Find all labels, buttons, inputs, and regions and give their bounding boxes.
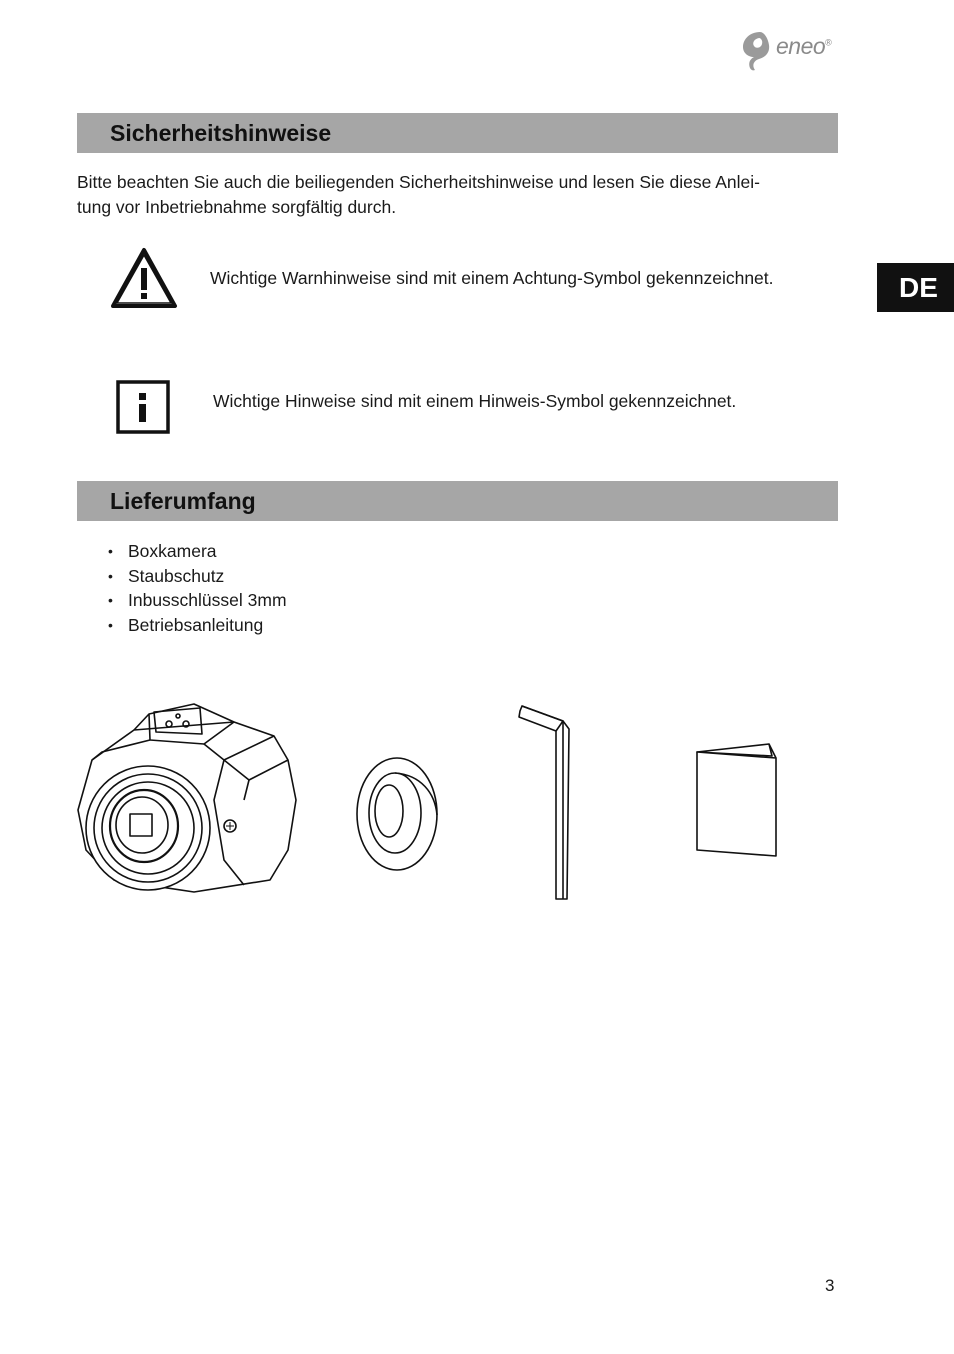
section-title: Sicherheitshinweise	[110, 120, 332, 146]
page-number: 3	[825, 1276, 835, 1295]
dust-cap-illustration	[355, 755, 441, 878]
eneo-logo-mark-icon	[740, 30, 776, 72]
logo-text: eneo®	[776, 33, 832, 59]
language-tab: DE	[877, 263, 954, 312]
hex-key-illustration	[515, 703, 573, 908]
intro-line-1: Bitte beachten Sie auch die beiliegenden Sicherheitshinweise und lesen Sie diese Anlei-	[77, 172, 760, 192]
section-header-scope	[77, 481, 838, 521]
info-box-icon	[116, 380, 170, 439]
section-title: Lieferumfang	[110, 488, 256, 514]
intro-line-2: tung vor Inbetriebnahme sorgfältig durch.	[77, 197, 397, 217]
info-note: Wichtige Hinweise sind mit einem Hinweis-Symbol gekennzeichnet.	[213, 391, 737, 411]
scope-list	[108, 539, 287, 637]
list-item: • Inbusschlüssel 3mm	[108, 588, 287, 613]
eneo-logo	[740, 30, 840, 72]
list-item: • Betriebsanleitung	[108, 613, 287, 638]
intro-paragraph	[77, 170, 837, 220]
warning-note: Wichtige Warnhinweise sind mit einem Achtung-Symbol gekennzeichnet.	[210, 268, 774, 288]
list-item: • Boxkamera	[108, 539, 287, 564]
section-header-safety	[77, 113, 838, 153]
manual-booklet-illustration	[694, 740, 780, 865]
list-item: • Staubschutz	[108, 564, 287, 589]
warning-triangle-icon	[109, 246, 179, 315]
box-camera-illustration	[74, 700, 304, 905]
